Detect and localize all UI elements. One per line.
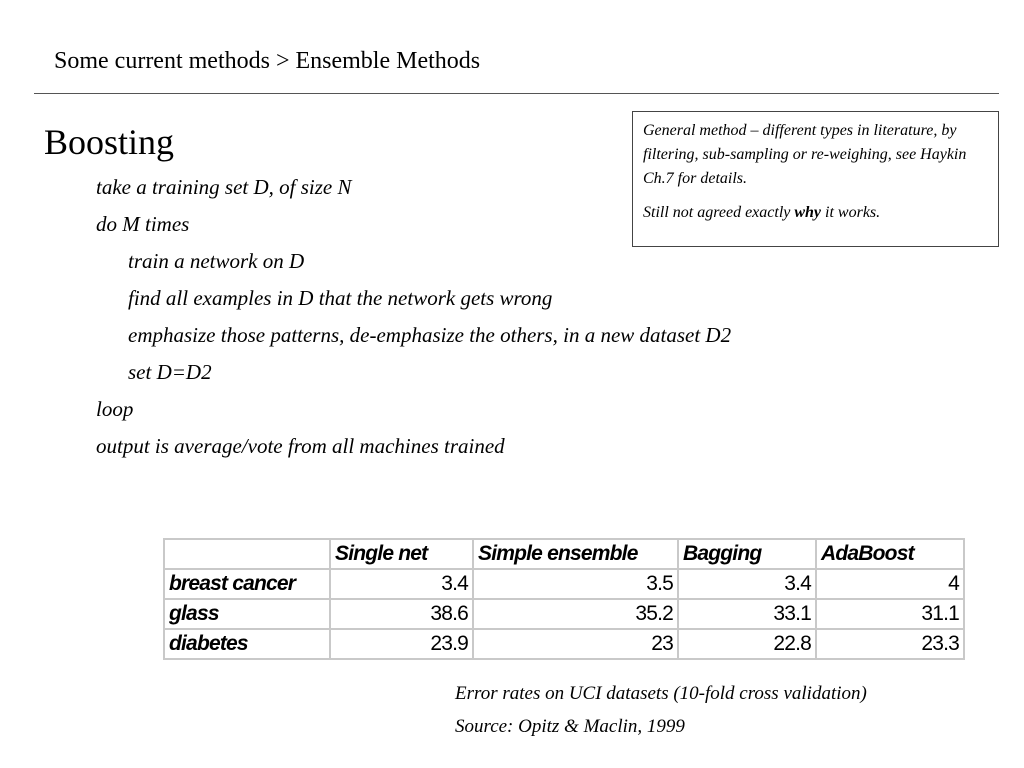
table-cell: 31.1 xyxy=(816,599,964,629)
note-text-before: Still not agreed exactly xyxy=(643,204,795,221)
column-header-bagging: Bagging xyxy=(678,539,816,569)
table-row xyxy=(164,599,964,629)
table-caption: Error rates on UCI datasets (10-fold cross validation) xyxy=(455,683,867,704)
algorithm-line-3: train a network on D xyxy=(128,249,305,273)
note-text-after: it works. xyxy=(821,204,881,221)
source-caption: Source: Opitz & Maclin, 1999 xyxy=(455,716,685,737)
table-cell: 23.3 xyxy=(816,629,964,659)
algorithm-line-7: loop xyxy=(96,397,134,421)
note-paragraph-2 xyxy=(643,201,988,225)
note-paragraph-1: General method – different types in literature, by filtering, sub-sampling or re-weighing, see Haykin Ch.7 for details. xyxy=(643,122,967,187)
breadcrumb: Some current methods > Ensemble Methods xyxy=(54,48,481,74)
algorithm-line-4: find all examples in D that the network gets wrong xyxy=(128,286,553,310)
table-cell: 23.9 xyxy=(330,629,473,659)
row-header-breast-cancer: breast cancer xyxy=(164,569,330,599)
algorithm-line-2: do M times xyxy=(96,212,190,236)
algorithm-line-1: take a training set D, of size N xyxy=(96,175,352,199)
table-row xyxy=(164,629,964,659)
row-header-diabetes: diabetes xyxy=(164,629,330,659)
column-header-single-net: Single net xyxy=(330,539,473,569)
row-header-glass: glass xyxy=(164,599,330,629)
table-cell: 33.1 xyxy=(678,599,816,629)
algorithm-line-6: set D=D2 xyxy=(128,360,212,384)
table-header-row xyxy=(164,539,964,569)
algorithm-line-8: output is average/vote from all machines trained xyxy=(96,434,505,458)
table-cell: 23 xyxy=(473,629,678,659)
table-cell: 3.4 xyxy=(678,569,816,599)
title-divider xyxy=(34,93,999,94)
algorithm-line-5: emphasize those patterns, de-emphasize the others, in a new dataset D2 xyxy=(128,323,732,347)
table-cell: 4 xyxy=(816,569,964,599)
table-corner-cell xyxy=(164,539,330,569)
page-title: Boosting xyxy=(44,122,175,162)
results-table xyxy=(163,538,965,660)
note-emphasis: why xyxy=(794,204,822,221)
note-box xyxy=(632,111,999,247)
table-cell: 38.6 xyxy=(330,599,473,629)
table-cell: 22.8 xyxy=(678,629,816,659)
table-row xyxy=(164,569,964,599)
table-cell: 3.4 xyxy=(330,569,473,599)
column-header-simple-ensemble: Simple ensemble xyxy=(473,539,678,569)
table-cell: 3.5 xyxy=(473,569,678,599)
table-cell: 35.2 xyxy=(473,599,678,629)
column-header-adaboost: AdaBoost xyxy=(816,539,964,569)
